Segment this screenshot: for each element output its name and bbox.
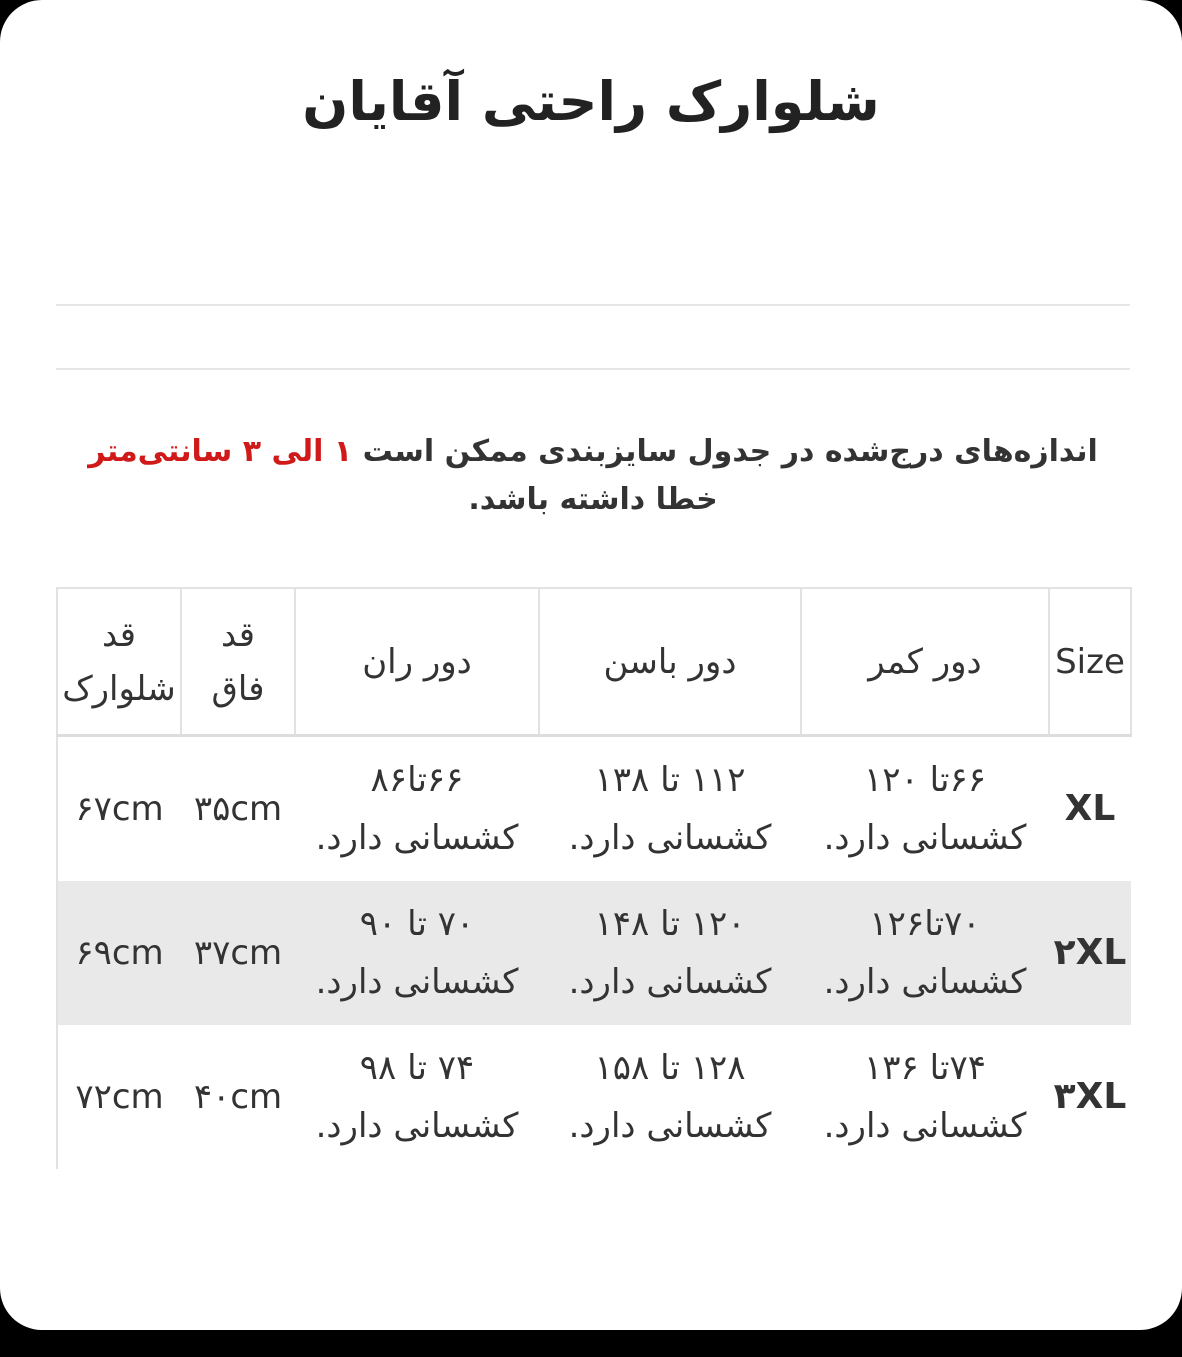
size-cell: ۳XL xyxy=(1053,1076,1127,1117)
hip-cell: ۱۱۲ تا ۱۳۸ کشسانی دارد. xyxy=(568,760,772,858)
divider xyxy=(56,368,1130,370)
size-cell: XL xyxy=(1064,788,1116,829)
table-header-row xyxy=(57,588,1131,736)
thigh-cell: ۶۶تا۸۶ کشسانی دارد. xyxy=(315,760,519,858)
page-title: شلوارک راحتی آقایان xyxy=(302,70,880,133)
thigh-cell: ۷۴ تا ۹۸ کشسانی دارد. xyxy=(315,1048,519,1146)
header-thigh: دور ران xyxy=(295,588,539,736)
thigh-cell: ۷۰ تا ۹۰ کشسانی دارد. xyxy=(295,881,539,1025)
rise-cell: ۳۵cm xyxy=(193,789,283,829)
header-rise: قد فاق xyxy=(181,588,295,736)
header-length: قد شلوارک xyxy=(57,588,181,736)
divider xyxy=(56,304,1130,306)
size-cell: ۲XL xyxy=(1049,881,1131,1025)
hip-cell: ۱۲۸ تا ۱۵۸ کشسانی دارد. xyxy=(568,1048,772,1146)
table-row xyxy=(57,1025,1131,1169)
note-highlight: ۱ الی ۳ سانتی‌متر xyxy=(88,434,353,469)
hip-cell: ۱۲۰ تا ۱۴۸ کشسانی دارد. xyxy=(539,881,801,1025)
waist-cell: ۷۰تا۱۲۶ کشسانی دارد. xyxy=(801,881,1049,1025)
length-cell: ۶۷cm xyxy=(57,736,181,882)
size-disclaimer xyxy=(56,428,1130,524)
waist-cell: ۶۶تا ۱۲۰ کشسانی دارد. xyxy=(823,760,1027,858)
table-row xyxy=(57,736,1131,882)
header-hip: دور باسن xyxy=(539,588,801,736)
rise-cell: ۴۰cm xyxy=(193,1077,283,1117)
size-table xyxy=(56,587,1132,1169)
header-size: Size xyxy=(1049,588,1131,736)
length-cell: ۷۲cm xyxy=(57,1025,181,1169)
note-text-end: خطا داشته باشد. xyxy=(468,482,718,517)
table-row xyxy=(57,881,1131,1025)
note-text: اندازه‌های درج‌شده در جدول سایزبندی ممکن است xyxy=(352,434,1098,469)
waist-cell: ۷۴تا ۱۳۶ کشسانی دارد. xyxy=(823,1048,1027,1146)
length-cell: ۶۹cm xyxy=(57,881,181,1025)
rise-cell: ۳۷cm xyxy=(181,881,295,1025)
header-waist: دور کمر xyxy=(801,588,1049,736)
